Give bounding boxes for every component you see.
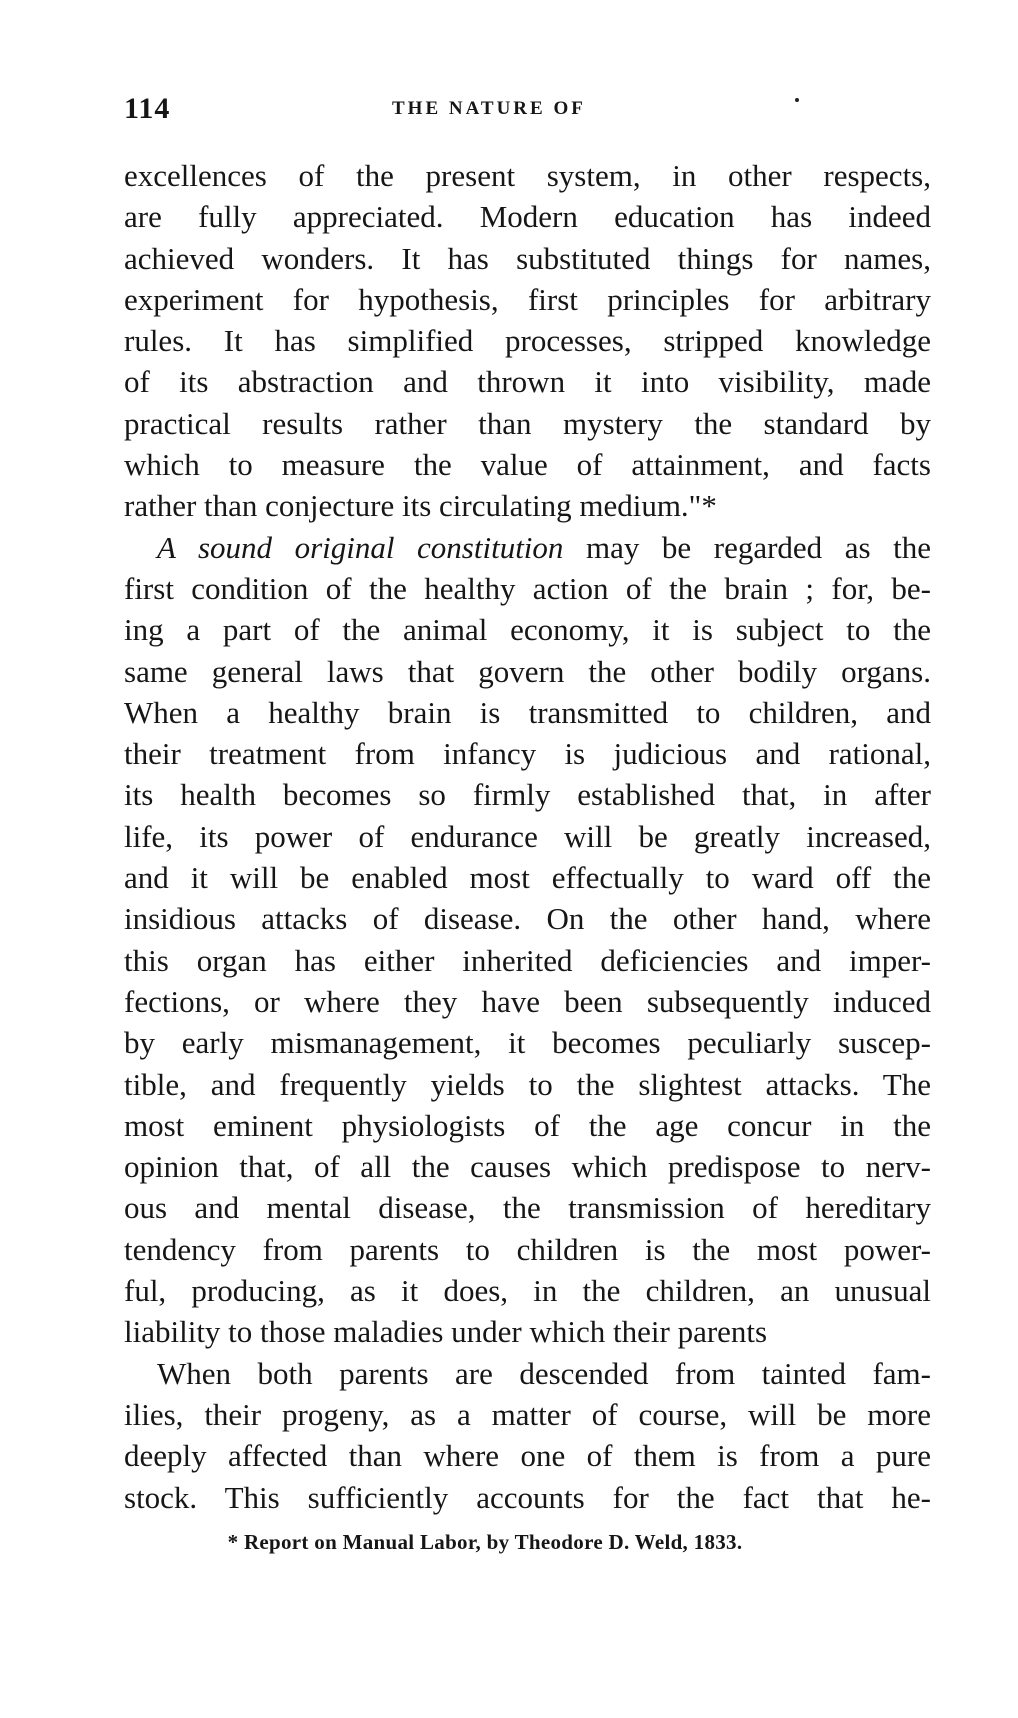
print-speck [795,98,799,102]
text-line: experiment for hypothesis, first principles for arbitrary [124,281,931,317]
footnote [0,1530,1018,1555]
text-line: rather than conjecture its circulating medium."* [124,488,717,524]
text-line: ful, producing, as it does, in the children, an unusual [124,1273,931,1309]
text-line: excellences of the present system, in other respects, [124,158,931,193]
italic-phrase: A sound original constitution [157,529,564,565]
text-line: deeply affected than where one of them is from a pure [124,1438,931,1474]
text-line: liability to those maladies under which their parents [124,1314,768,1350]
text-line [124,527,931,568]
footnote-text: * Report on Manual Labor, by Theodore D. Weld, 1833. [227,1530,743,1554]
text-line: ous and mental disease, the transmission of hereditary [124,1190,931,1226]
text-line: are fully appreciated. Modern education has indeed [124,199,931,235]
paragraph [124,1353,931,1518]
text-line: stock. This sufficiently accounts for the fact that he- [124,1479,931,1515]
text-line: rules. It has simplified processes, stripped knowledge [124,323,931,359]
paragraph [124,527,931,1353]
page-header [124,92,924,132]
text-line: of its abstraction and thrown it into visibility, made [124,364,931,400]
page-number: 114 [124,92,171,125]
running-head: THE NATURE OF [392,98,586,119]
text-line: and it will be enabled most effectually to ward off the [124,860,931,896]
text-line: by early mismanagement, it becomes peculiarly suscep- [124,1025,931,1061]
text-line: which to measure the value of attainment, and facts [124,447,931,483]
text-line: opinion that, of all the causes which predispose to nerv- [124,1149,931,1185]
text-line: life, its power of endurance will be greatly increased, [124,818,931,854]
text-line: same general laws that govern the other bodily organs. [124,653,931,689]
text-line: achieved wonders. It has substituted things for names, [124,240,931,276]
text-line: insidious attacks of disease. On the other hand, where [124,901,931,937]
paragraph [124,155,931,527]
text-line: this organ has either inherited deficiencies and imper- [124,942,931,978]
text-line: tendency from parents to children is the most power- [124,1231,931,1267]
body-text [124,155,931,1518]
text-line: ilies, their progeny, as a matter of course, will be more [124,1396,931,1432]
text-line: When both parents are descended from tainted fam- [157,1355,931,1391]
text-line: their treatment from infancy is judicious and rational, [124,736,931,772]
text-line: When a healthy brain is transmitted to children, and [124,694,931,730]
text-line: tible, and frequently yields to the slightest attacks. The [124,1066,931,1102]
text-line: ing a part of the animal economy, it is subject to the [124,612,931,648]
text-line: most eminent physiologists of the age concur in the [124,1107,931,1143]
text-run: may be regarded as the [563,529,931,565]
text-line: first condition of the healthy action of the brain ; for, be- [124,570,931,606]
text-line: fections, or where they have been subsequently induced [124,983,931,1019]
text-line: practical results rather than mystery the standard by [124,405,931,441]
text-line: its health becomes so firmly established that, in after [124,777,931,813]
